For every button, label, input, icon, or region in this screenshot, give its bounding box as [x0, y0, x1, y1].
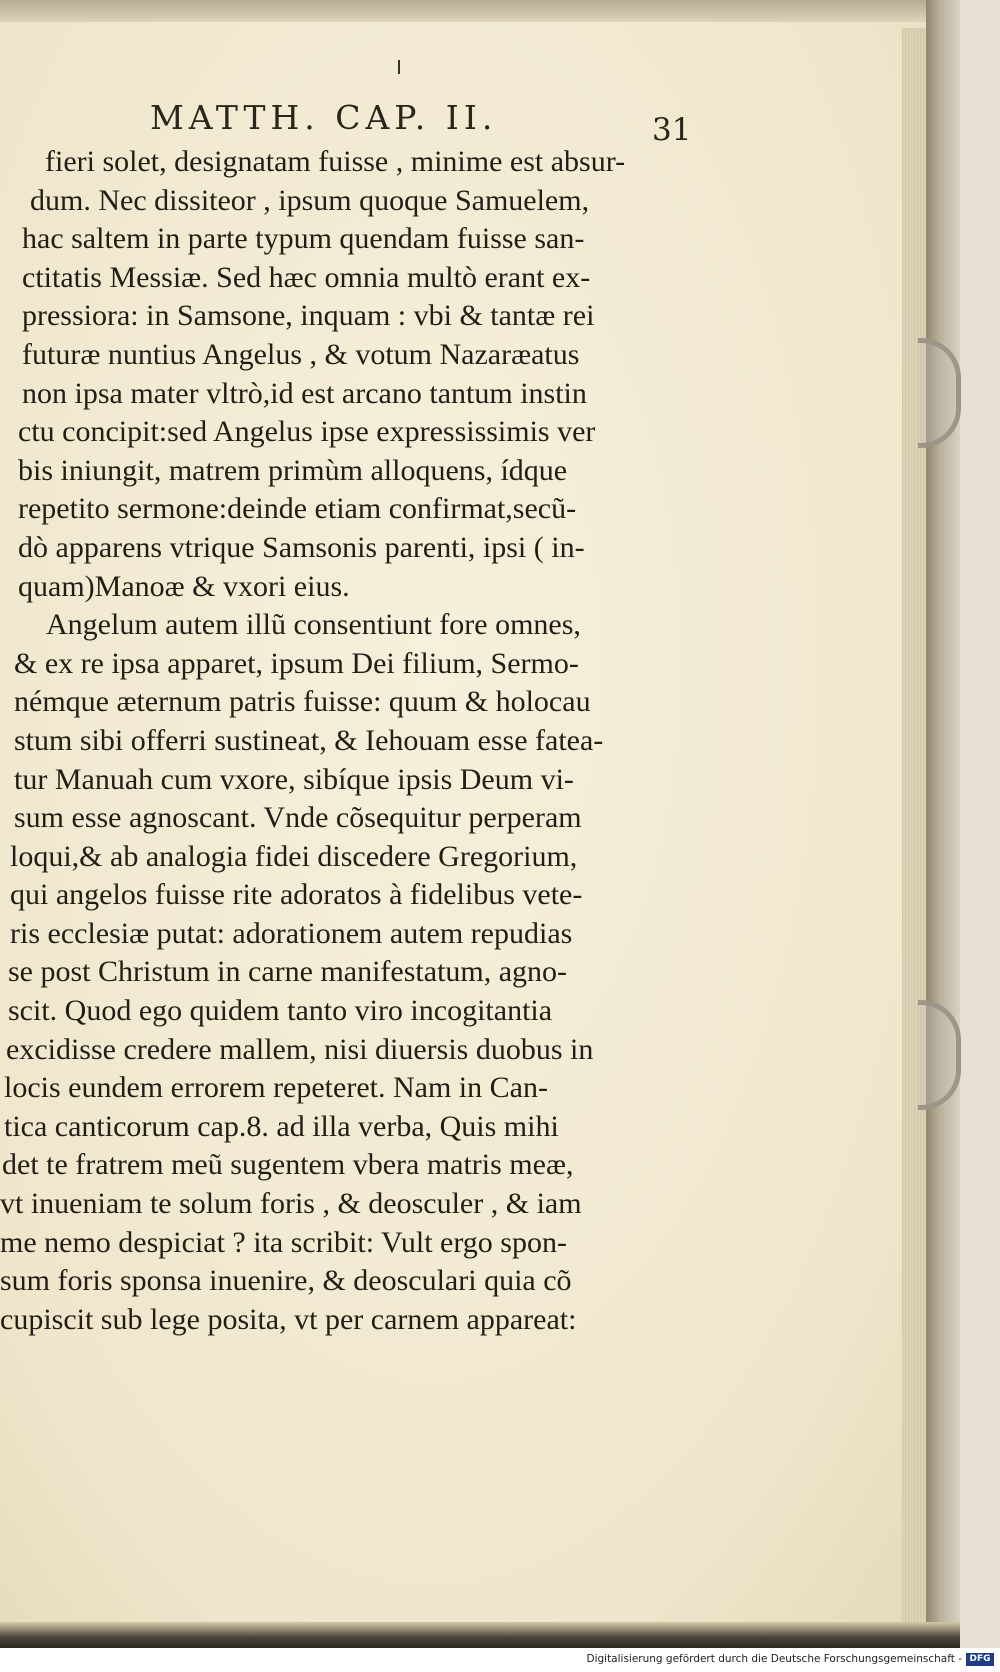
- text-line: quam)Manoæ & vxori eius.: [18, 569, 350, 603]
- dfg-logo: DFG: [966, 1653, 994, 1666]
- text-line: det te fratrem meũ sugentem vbera matris meæ,: [2, 1148, 574, 1182]
- text-line: futuræ nuntius Angelus , & votum Nazaræatus: [22, 337, 580, 371]
- text-line: me nemo despiciat ? ita scribit: Vult ergo spon-: [0, 1225, 567, 1259]
- text-line: cupiscit sub lege posita, vt per carnem appareat:: [0, 1302, 577, 1336]
- text-line: & ex re ipsa apparet, ipsum Dei filium, Sermo-: [14, 646, 579, 680]
- text-line: dum. Nec dissiteor , ipsum quoque Samuelem,: [30, 183, 590, 217]
- text-line: bis iniungit, matrem primùm alloquens, ídque: [18, 453, 568, 487]
- page-number: 31: [652, 112, 692, 148]
- text-line: scit. Quod ego quidem tanto viro incogitantia: [8, 994, 553, 1028]
- page-bottom-edge: [0, 1622, 960, 1648]
- text-line: non ipsa mater vltrò,id est arcano tantum instin: [22, 376, 587, 410]
- text-line: locis eundem errorem repeteret. Nam in Can-: [4, 1071, 548, 1105]
- text-line: ris ecclesiæ putat: adorationem autem repudias: [10, 916, 573, 950]
- text-line: pressiora: in Samsone, inquam : vbi & tantæ rei: [22, 299, 595, 333]
- text-line: repetito sermone:deinde etiam confirmat,secũ-: [18, 492, 577, 526]
- funding-credit: Digitalisierung gefördert durch die Deutsche Forschungsgemeinschaft -: [586, 1653, 962, 1665]
- text-line: qui angelos fuisse rite adoratos à fidelibus vete-: [10, 878, 583, 912]
- text-line: excidisse credere mallem, nisi diuersis duobus in: [6, 1032, 594, 1066]
- body-text: [0, 143, 700, 1339]
- text-line: tica canticorum cap.8. ad illa verba, Quis mihi: [4, 1109, 559, 1143]
- text-line: sum foris sponsa inuenire, & deosculari quia cõ: [0, 1264, 572, 1298]
- text-line: ctitatis Messiæ. Sed hæc omnia multò erant ex-: [22, 260, 591, 294]
- text-line: vt inueniam te solum foris , & deosculer , & iam: [0, 1187, 582, 1221]
- digitization-footer: [0, 1648, 1000, 1672]
- text-line: Angelum autem illũ consentiunt fore omnes,: [46, 608, 581, 642]
- text-line: dò apparens vtrique Samsonis parenti, ipsi ( in-: [18, 530, 585, 564]
- text-line: ctu concipit:sed Angelus ipse expressissimis ver: [18, 415, 596, 449]
- binding-shadow: [926, 0, 960, 1648]
- page-top-edge: [0, 0, 960, 22]
- running-head: MATTH. CAP. II.: [150, 98, 498, 137]
- text-line: hac saltem in parte typum quendam fuisse san-: [22, 222, 585, 256]
- ink-mark: [398, 60, 400, 74]
- text-line: fieri solet, designatam fuisse , minime est absur-: [45, 145, 626, 178]
- text-line: loqui,& ab analogia fidei discedere Gregorium,: [10, 839, 578, 873]
- text-line: némque æternum patris fuisse: quum & holocau: [14, 685, 591, 719]
- page-stack-edge: [902, 28, 926, 1634]
- text-line: stum sibi offerri sustineat, & Iehouam esse fatea-: [14, 723, 604, 757]
- text-line: se post Christum in carne manifestatum, agno-: [8, 955, 568, 989]
- text-line: tur Manuah cum vxore, sibíque ipsis Deum vi-: [14, 762, 574, 796]
- text-line: sum esse agnoscant. Vnde cõsequitur perperam: [14, 801, 582, 835]
